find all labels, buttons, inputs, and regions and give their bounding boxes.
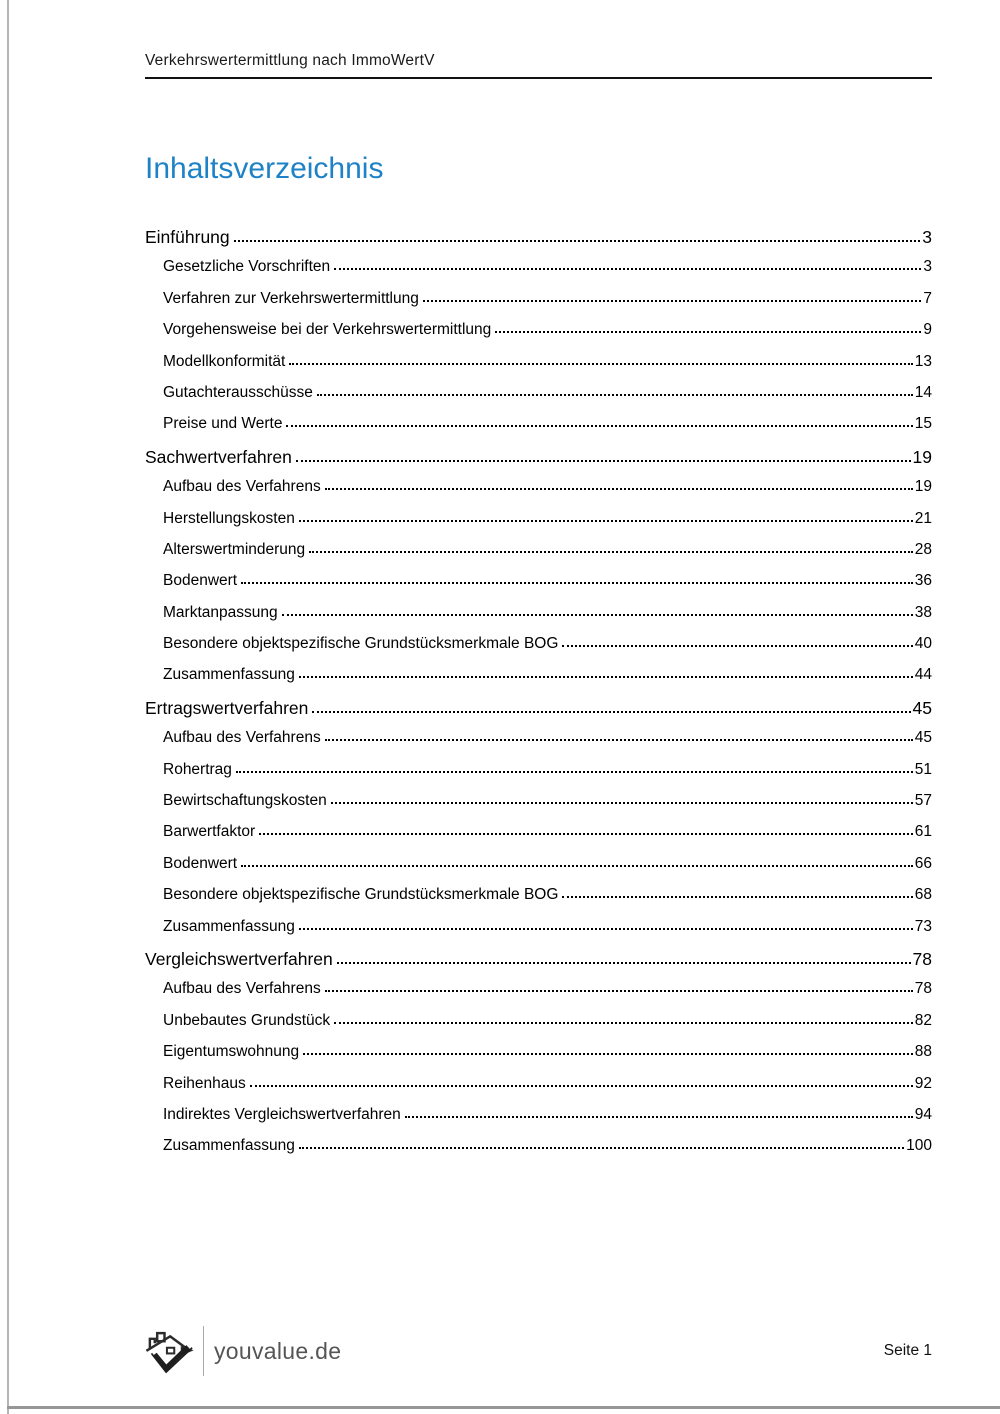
- toc-entry-label: Besondere objektspezifische Grundstücksmerkmale BOG: [163, 886, 559, 904]
- dot-leader: [562, 896, 912, 898]
- toc-entry-label: Bodenwert: [163, 854, 238, 872]
- toc-entry-page: 66: [914, 854, 932, 872]
- toc-entry-label: Vergleichswertverfahren: [145, 948, 333, 969]
- toc-entry-page: 92: [914, 1074, 932, 1092]
- toc-entry-page: 13: [914, 352, 932, 370]
- toc-entry-page: 44: [914, 666, 932, 684]
- dot-leader: [317, 394, 913, 396]
- toc-entry-label: Barwertfaktor: [163, 823, 256, 841]
- toc-entry-label: Besondere objektspezifische Grundstücksmerkmale BOG: [163, 635, 559, 653]
- document-page: [7, 0, 1000, 1414]
- toc-entry-page: 14: [914, 383, 932, 401]
- toc-entry[interactable]: [145, 290, 932, 321]
- toc-entry[interactable]: [145, 258, 932, 289]
- dot-leader: [495, 331, 921, 333]
- toc-entry-page: 78: [912, 948, 932, 969]
- toc-entry-page: 73: [914, 917, 932, 935]
- toc-entry-label: Gesetzliche Vorschriften: [163, 258, 331, 276]
- toc-entry-page: 61: [914, 823, 932, 841]
- toc-entry-page: 45: [912, 697, 932, 718]
- page-title: Inhaltsverzeichnis: [145, 152, 384, 185]
- dot-leader: [241, 582, 913, 584]
- dot-leader: [334, 268, 921, 270]
- logo-divider: [203, 1326, 204, 1376]
- toc-entry-page: 68: [914, 886, 932, 904]
- toc-entry-label: Zusammenfassung: [163, 1137, 295, 1155]
- dot-leader: [423, 300, 922, 302]
- page-number: Seite 1: [883, 1342, 932, 1359]
- toc-entry-label: Indirektes Vergleichswertverfahren: [163, 1105, 401, 1123]
- dot-leader: [405, 1116, 913, 1118]
- toc-entry-page: 82: [914, 1011, 932, 1029]
- dot-leader: [309, 551, 913, 553]
- page-content: [145, 0, 932, 1406]
- toc-entry[interactable]: [145, 855, 932, 886]
- toc-entry[interactable]: [145, 353, 932, 384]
- dot-leader: [286, 425, 912, 427]
- dot-leader: [303, 1053, 913, 1055]
- toc-entry[interactable]: [145, 447, 932, 478]
- dot-leader: [331, 802, 913, 804]
- toc-entry-label: Verfahren zur Verkehrswertermittlung: [163, 289, 419, 307]
- toc-entry[interactable]: [145, 729, 932, 760]
- toc-entry-page: 94: [914, 1105, 932, 1123]
- toc-entry-page: 57: [914, 792, 932, 810]
- toc-entry-page: 15: [914, 415, 932, 433]
- toc-entry-page: 28: [914, 540, 932, 558]
- toc-entry-label: Zusammenfassung: [163, 917, 295, 935]
- dot-leader: [299, 1147, 904, 1149]
- toc-entry[interactable]: [145, 980, 932, 1011]
- toc-entry[interactable]: [145, 698, 932, 729]
- toc-entry[interactable]: [145, 761, 932, 792]
- toc-entry-label: Marktanpassung: [163, 603, 278, 621]
- toc-entry[interactable]: [145, 635, 932, 666]
- toc-entry-label: Gutachterausschüsse: [163, 383, 313, 401]
- toc-entry-page: 3: [923, 258, 932, 276]
- toc-entry-page: 21: [914, 509, 932, 527]
- toc-entry[interactable]: [145, 227, 932, 258]
- toc-entry-page: 19: [912, 446, 932, 467]
- dot-leader: [325, 990, 913, 992]
- dot-leader: [299, 928, 913, 930]
- toc-entry[interactable]: [145, 1137, 932, 1168]
- dot-leader: [234, 240, 921, 242]
- dot-leader: [236, 771, 913, 773]
- toc-entry[interactable]: [145, 823, 932, 854]
- toc-entry[interactable]: [145, 1075, 932, 1106]
- toc-entry-label: Rohertrag: [163, 760, 232, 778]
- toc-entry[interactable]: [145, 510, 932, 541]
- toc-entry-label: Preise und Werte: [163, 415, 283, 433]
- toc-entry-page: 40: [914, 635, 932, 653]
- dot-leader: [299, 676, 913, 678]
- dot-leader: [282, 614, 913, 616]
- toc-entry-label: Eigentumswohnung: [163, 1043, 300, 1061]
- dot-leader: [337, 962, 911, 964]
- toc-entry-page: 88: [914, 1043, 932, 1061]
- toc-entry-page: 100: [906, 1137, 932, 1155]
- house-check-icon: [145, 1325, 197, 1377]
- toc-entry[interactable]: [145, 478, 932, 509]
- toc-entry-page: 9: [923, 321, 932, 339]
- dot-leader: [312, 711, 910, 713]
- dot-leader: [289, 363, 912, 365]
- toc-entry-label: Aufbau des Verfahrens: [163, 478, 321, 496]
- toc-entry-label: Alterswertminderung: [163, 540, 306, 558]
- toc-entry-label: Einführung: [145, 227, 230, 247]
- toc-entry-label: Modellkonformität: [163, 352, 286, 370]
- toc-entry[interactable]: [145, 604, 932, 635]
- toc-entry-page: 19: [914, 478, 932, 496]
- toc-entry-label: Reihenhaus: [163, 1074, 246, 1092]
- toc-entry-page: 7: [923, 289, 932, 307]
- dot-leader: [325, 739, 913, 741]
- toc-entry-page: 36: [914, 572, 932, 590]
- toc-entry-label: Vorgehensweise bei der Verkehrswertermittlung: [163, 321, 492, 339]
- toc-entry-page: 78: [914, 980, 932, 998]
- toc-entry-page: 51: [914, 760, 932, 778]
- running-header: Verkehrswertermittlung nach ImmoWertV: [145, 52, 932, 79]
- toc-entry[interactable]: [145, 886, 932, 917]
- toc-entry-label: Unbebautes Grundstück: [163, 1011, 331, 1029]
- toc-entry[interactable]: [145, 321, 932, 352]
- toc-entry[interactable]: [145, 572, 932, 603]
- dot-leader: [250, 1085, 913, 1087]
- toc-entry[interactable]: [145, 1012, 932, 1043]
- dot-leader: [241, 865, 913, 867]
- toc-entry-page: 45: [914, 729, 932, 747]
- toc-entry[interactable]: [145, 541, 932, 572]
- toc-entry-label: Sachwertverfahren: [145, 446, 292, 467]
- toc-entry[interactable]: [145, 384, 932, 415]
- toc-entry-label: Herstellungskosten: [163, 509, 295, 527]
- toc-entry[interactable]: [145, 792, 932, 823]
- table-of-contents: [145, 227, 932, 1169]
- dot-leader: [562, 645, 912, 647]
- toc-entry-label: Bewirtschaftungskosten: [163, 792, 327, 810]
- logo-text: youvalue.de: [214, 1337, 342, 1364]
- toc-entry[interactable]: [145, 1043, 932, 1074]
- toc-entry-label: Aufbau des Verfahrens: [163, 729, 321, 747]
- toc-entry[interactable]: [145, 415, 932, 446]
- dot-leader: [299, 520, 913, 522]
- page-footer: [145, 1322, 932, 1380]
- toc-entry[interactable]: [145, 918, 932, 949]
- toc-entry-page: 38: [914, 603, 932, 621]
- toc-entry-label: Bodenwert: [163, 572, 238, 590]
- toc-entry-label: Zusammenfassung: [163, 666, 295, 684]
- toc-entry-page: 3: [922, 227, 932, 247]
- dot-leader: [325, 488, 913, 490]
- dot-leader: [259, 833, 913, 835]
- dot-leader: [296, 460, 911, 462]
- toc-entry-label: Aufbau des Verfahrens: [163, 980, 321, 998]
- toc-entry[interactable]: [145, 1106, 932, 1137]
- toc-entry[interactable]: [145, 949, 932, 980]
- page-bottom-edge: [7, 1406, 1000, 1409]
- toc-entry[interactable]: [145, 666, 932, 697]
- dot-leader: [334, 1022, 913, 1024]
- toc-entry-label: Ertragswertverfahren: [145, 697, 309, 718]
